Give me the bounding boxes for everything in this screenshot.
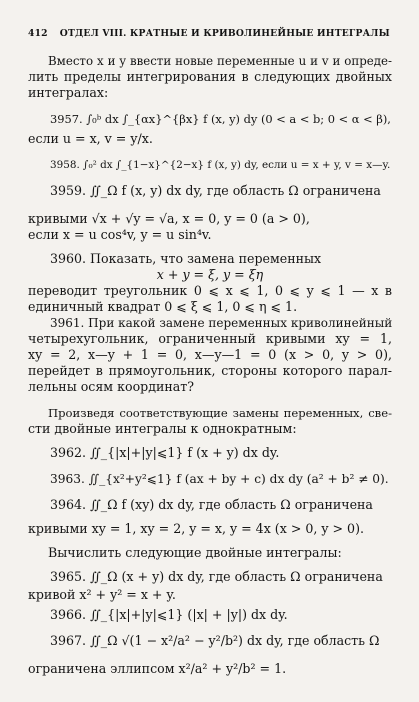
section-intro-1: Произведя соответствующие замены переменных, све- bbox=[48, 406, 392, 420]
problem-3964: 3964. ∬_Ω f (xy) dx dy, где область Ω ограничена bbox=[50, 497, 373, 512]
page-header bbox=[28, 26, 392, 42]
problem-3961-cont-2: xy = 2, x—y + 1 = 0, x—y—1 = 0 (x > 0, y > 0), bbox=[28, 347, 392, 362]
problem-3958: 3958. ∫₀² dx ∫_{1−x}^{2−x} f (x, y) dy, если u = x + y, v = x—y. bbox=[50, 159, 391, 171]
section-intro-2: сти двойные интегралы к однократным: bbox=[28, 421, 297, 436]
problem-3960-cont-1: переводит треугольник 0 ⩽ x ⩽ 1, 0 ⩽ y ⩽ 1 — x в bbox=[28, 283, 392, 298]
problem-3963: 3963. ∬_{x²+y²⩽1} f (ax + by + c) dx dy (a² + b² ≠ 0). bbox=[50, 472, 389, 486]
problem-3967-cont: ограничена эллипсом x²/a² + y²/b² = 1. bbox=[28, 661, 287, 676]
problem-3957-cont: если u = x, v = y/x. bbox=[28, 131, 153, 146]
chapter-title: ОТДЕЛ VIII. КРАТНЫЕ И КРИВОЛИНЕЙНЫЕ ИНТЕГРАЛЫ bbox=[59, 28, 390, 39]
section-intro-3: Вычислить следующие двойные интегралы: bbox=[48, 545, 342, 560]
problem-3960-cont-2: единичный квадрат 0 ⩽ ξ ⩽ 1, 0 ⩽ η ⩽ 1. bbox=[28, 299, 298, 314]
problem-3957: 3957. ∫₀ᵇ dx ∫_{αx}^{βx} f (x, y) dy (0 < a < b; 0 < α < β), bbox=[50, 112, 391, 126]
intro-line-2: лить пределы интегрирования в следующих двойных bbox=[28, 69, 392, 84]
problem-3961-cont-4: лельны осям координат? bbox=[28, 379, 194, 394]
problem-3960-formula: x + y = ξ, y = ξη bbox=[156, 267, 264, 282]
problem-3966: 3966. ∬_{|x|+|y|⩽1} (|x| + |y|) dx dy. bbox=[50, 607, 288, 622]
problem-3959-cont-1: кривыми √x + √y = √a, x = 0, y = 0 (a > 0), bbox=[28, 211, 310, 226]
problem-3962: 3962. ∬_{|x|+|y|⩽1} f (x + y) dx dy. bbox=[50, 445, 280, 460]
page-number: 412 bbox=[28, 28, 48, 39]
intro-line-1: Вместо x и y ввести новые переменные u и v и опреде- bbox=[48, 54, 392, 68]
problem-3967: 3967. ∬_Ω √(1 − x²/a² − y²/b²) dx dy, где область Ω bbox=[50, 633, 380, 648]
problem-3964-cont: кривыми xy = 1, xy = 2, y = x, y = 4x (x > 0, y > 0). bbox=[28, 521, 364, 536]
problem-3961-cont-3: перейдет в прямоугольник, стороны которого парал- bbox=[28, 363, 392, 378]
problem-3965: 3965. ∬_Ω (x + y) dx dy, где область Ω ограничена bbox=[50, 569, 383, 584]
problem-3960: 3960. Показать, что замена переменных bbox=[50, 251, 322, 266]
problem-3959-cont-2: если x = u cos⁴v, y = u sin⁴v. bbox=[28, 227, 212, 242]
problem-3961-cont-1: четырехугольник, ограниченный кривыми xy = 1, bbox=[28, 331, 392, 346]
problem-3965-cont: кривой x² + y² = x + y. bbox=[28, 587, 176, 602]
intro-line-3: интегралах: bbox=[28, 85, 109, 100]
problem-3959: 3959. ∬_Ω f (x, y) dx dy, где область Ω ограничена bbox=[50, 183, 381, 198]
problem-3961: 3961. При какой замене переменных криволинейный bbox=[50, 316, 393, 330]
